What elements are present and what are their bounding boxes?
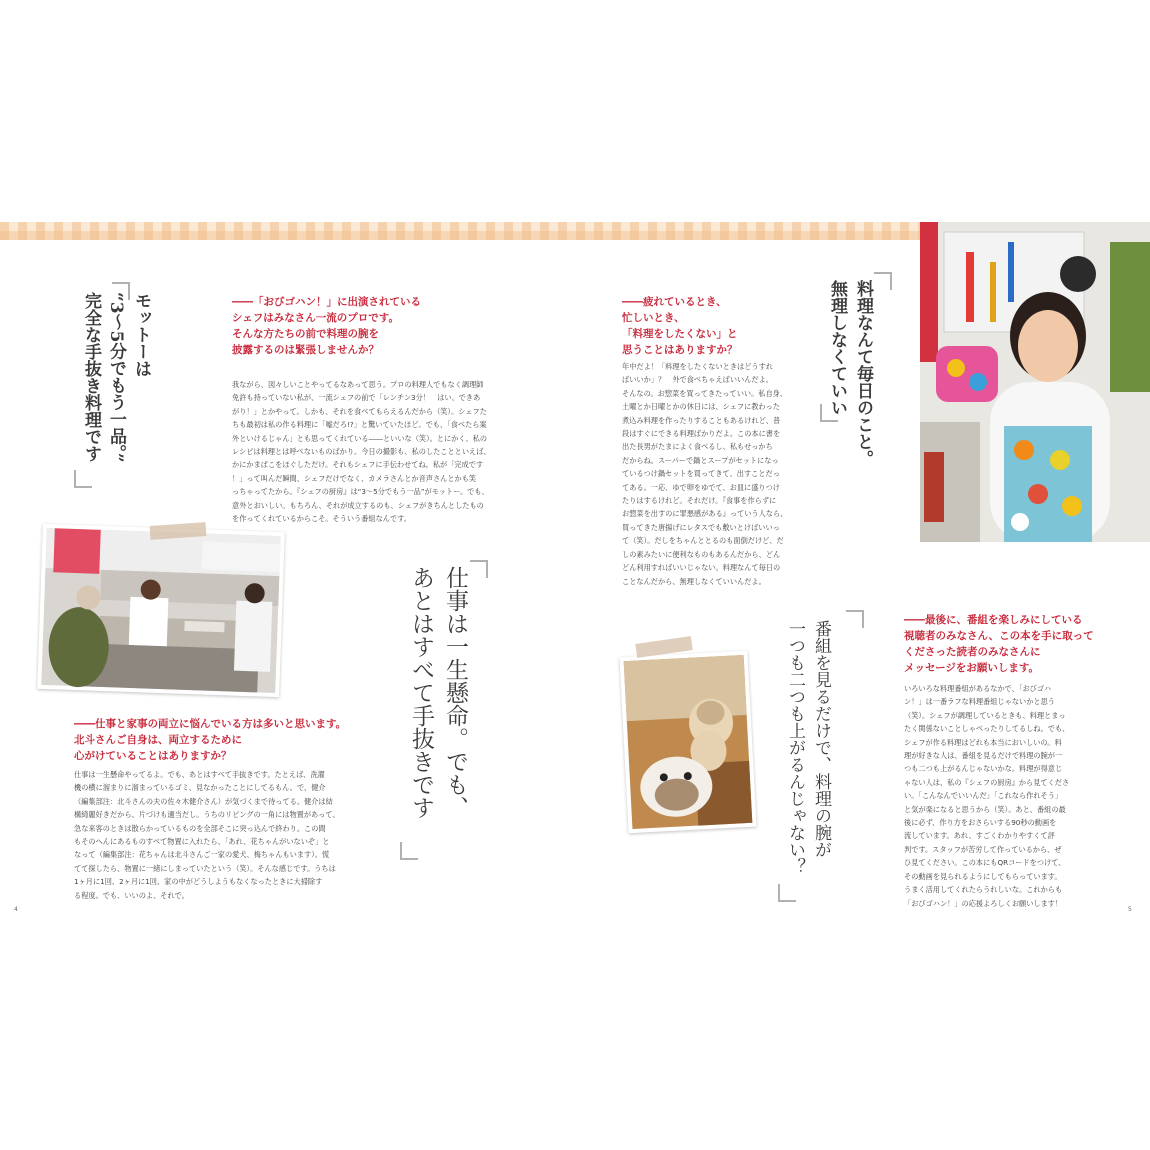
page-number-left: 4	[14, 906, 18, 913]
quote-bracket-open	[874, 272, 892, 290]
question-3: ――疲れているとき、 忙しいとき、 「料理をしたくない」と 思うことはありますか？	[622, 296, 738, 356]
question-2: ――仕事と家事の両立に悩んでいる方は多いと思います。 北斗さんご自身は、両立するために 心がけていることはありますか？	[74, 718, 347, 762]
kitchen-studio-photo	[37, 524, 285, 697]
question-4: ――最後に、番組を楽しみにしている 視聴者のみなさん、この本を手に取って くださった読者のみなさんに メッセージをお願いします。	[904, 614, 1094, 674]
quote-bracket-open	[846, 610, 864, 628]
answer-1: 我ながら、図々しいことやってるなあって思う。プロの料理人でもなく調理師 免許も持っていない私が、一流シェフの前で「レンチン3分！ はい、できあ がり！」とかやって。しかも、それを食べてもらえるんだから（笑）。シェフた ちも最初は私の作る料理に「嘘だろ!?」と驚いていたほど。でも、「食べたら案 外といけるじゃん」とも思ってくれている――といいな（笑）。とにかく、私の レシピは料理とは呼べないものばかり。今日の撮影も、私のしたことといえば、 かにかまぱこをほぐしただけ。それもシェフに手伝わせてね。私が「完成です ！」って叫んだ瞬間、シェフだけでなく、カメラさんとか音声さんとかも笑 っちゃってたから。『シェフの厨房』は“3～5分でもう一品”がモットー。でも、 意外とおいしい。もちろん、それが成立するのも、シェフがきちんとしたもの を作ってくれているからこそ。そういう番組なんです。	[232, 380, 491, 524]
question-1: ――「おびゴハン！」に出演されている シェフはみなさん一流のプロです。 そんな方たちの前で料理の腕を 披露するのは緊張しませんか？	[232, 296, 421, 356]
answer-4: いろいろな料理番組があるなかで、「おびゴハ ン！」は一番ラフな料理番組じゃないかと思う （笑）。シェフが調理しているときも、料理とまっ たく関係ないことしゃべったりしてるしね。でも、 シェフが作る料理はどれも本当においしいの。料 理が好きな人は、番組を見るだけで料理の腕が一 つも二つも上がるんじゃないかな。料理が得意じ ゃない人は、私の『シェフの厨房』から見てくださ い。「こんなんでいいんだ」「これなら作れそう」 と気が楽になると思うから（笑）。あと、番組の最 後に必ず、作り方をおさらいする90秒の動画を 流しています。あれ、すごくわかりやすくて評 判です。スタッフが苦労して作っているから、ぜ ひ見てください。この本にもQRコードをつけて、 その動画を見られるようにしてもらっています。 うまく活用してくれたらうれしいな。これからも 「おびゴハン！」の応援よろしくお願いします！	[904, 684, 1070, 908]
kitchen-scene-illustration	[37, 524, 285, 697]
portrait-photo	[920, 222, 1150, 542]
portrait-illustration	[920, 222, 1150, 542]
pull-quote-everyday: 料理なんて毎日のこと。 無理しなくていい	[827, 280, 873, 467]
page-number-right: 5	[1128, 906, 1132, 913]
pull-quote-work: 仕事は一生懸命。でも、 あとはすべて手抜きです	[408, 566, 468, 819]
answer-3: 年中だよ！「料理をしたくないときはどうすれ ばいいか」？ 外で食べちゃえばいいんだよ。 そんなの。お惣菜を買ってきたっていい。私自身、 土曜とか日曜とかの休日には、シェフに教わった 煮込み料理を作ったりすることもあるけれど、普 段はすぐにできる料理ばかりだよ。この本に書を 出た長男がたまによく食べるし、私もせっかち だからね。スーパーで鍋とスープがセットになっ ているつけ鍋セットを買ってきて、出すことだっ てある。一応、ゆで卵をゆでて、お皿に盛りつけ たりはするけれど。それだけ。『食事を作らずに お惣菜を出すのに罪悪感がある』っていう人なら、 買ってきた唐揚げにレタスでも敷いとけばいいっ て（笑）。だしをちゃんととるのも面倒だけど、だ しの素みたいに便利なものもあるんだから、どん どん利用すればいいじゃない。料理なんて毎日の ことなんだから、無理しなくていいんだよ。	[622, 362, 788, 586]
answer-2: 仕事は一生懸命やってるよ。でも、あとはすべて手抜きです。たとえば、洗濯 機の横に溜まりに溜まっているゴミ、見なかったことにしてるもん。で、健介 （編集部注：北斗さんの夫の佐々木健介さん）が気づくまで待ってる。健介は結 構綺麗好きだから、片づけも適当だし。うちのリビングの一角には物置があって、 急な来客のときは散らかっているものを全部そこに突っ込んで終わり。この間 もそのへんにあるものすべて物置に入れたら、「あれ、花ちゃんがいないぞ」と なって（編集部注：花ちゃんは北斗さんご一家の愛犬、梅ちゃんもいます）。慌 てて探したら、物置に一緒にしまっていたという（笑）。そんな感じです。うちは 1ヶ月に1回、2ヶ月に1回、家の中がどうしようもなくなったときに大掃除す る程度。でも、いいのよ、それで。	[74, 770, 340, 900]
dogs-illustration	[619, 651, 756, 833]
quote-bracket-close	[400, 842, 418, 860]
quote-bracket-close	[74, 470, 92, 488]
pull-quote-cooking-skill: 番組を見るだけで、料理の腕が 一つも二つも上がるんじゃない？	[785, 620, 831, 875]
gingham-border-strip	[0, 222, 920, 240]
pull-quote-motto: モットーは “3～5分でもう一品。” 完全な手抜き料理です	[81, 292, 151, 463]
dogs-photo	[619, 651, 756, 833]
quote-bracket-close	[778, 884, 796, 902]
quote-bracket-close	[820, 404, 838, 422]
quote-bracket-open	[470, 560, 488, 578]
